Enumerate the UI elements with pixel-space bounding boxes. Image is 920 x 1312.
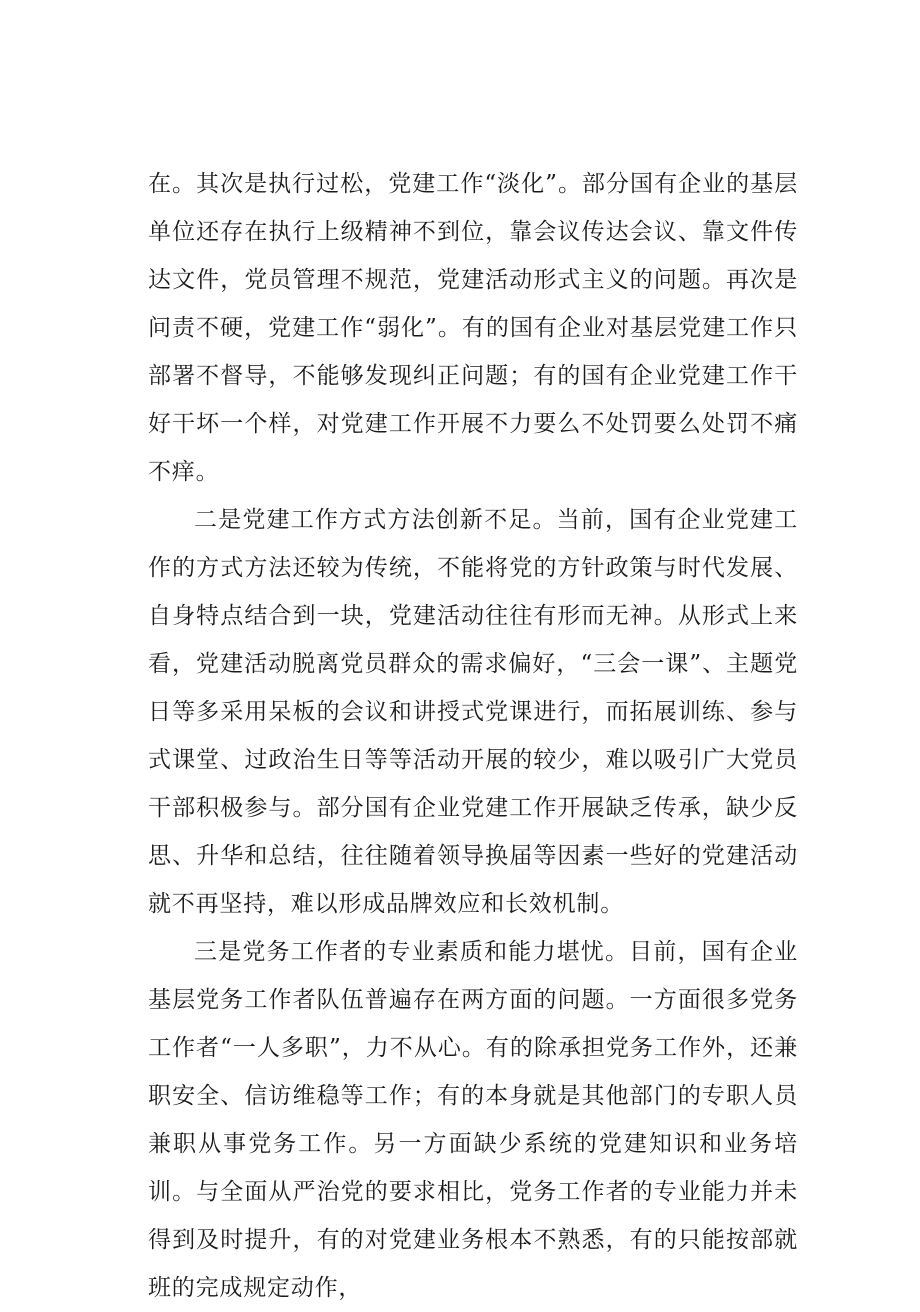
paragraph-innovation: 二是党建工作方式方法创新不足。当前，国有企业党建工作的方式方法还较为传统，不能将党的方针政策与时代发展、自身特点结合到一块，党建活动往往有形而无神。从形式上来看，党建活动脱离党员群众的需求偏好，“三会一课”、主题党日等多采用呆板的会议和讲授式党课进行，而拓展训练、参与式课堂、过政治生日等等活动开展的较少，难以吸引广大党员干部积极参与。部分国有企业党建工作开展缺乏传承，缺少反思、升华和总结，往往随着领导换届等因素一些好的党建活动就不再坚持，难以形成品牌效应和长效机制。 xyxy=(148,507,798,917)
document-body xyxy=(148,160,798,1312)
paragraph-workers: 三是党务工作者的专业素质和能力堪忧。目前，国有企业基层党务工作者队伍普遍存在两方面的问题。一方面很多党务工作者“一人多职”，力不从心。有的除承担党务工作外，还兼职安全、信访维稳等工作；有的本身就是其他部门的专职人员兼职从事党务工作。另一方面缺少系统的党建知识和业务培训。与全面从严治党的要求相比，党务工作者的专业能力并未得到及时提升，有的对党建业务根本不熟悉，有的只能按部就班的完成规定动作， xyxy=(148,939,798,1301)
paragraph-continuation: 在。其次是执行过松，党建工作“淡化”。部分国有企业的基层单位还存在执行上级精神不到位，靠会议传达会议、靠文件传达文件，党员管理不规范，党建活动形式主义的问题。再次是问责不硬，党建工作“弱化”。有的国有企业对基层党建工作只部署不督导，不能够发现纠正问题；有的国有企业党建工作干好干坏一个样，对党建工作开展不力要么不处罚要么处罚不痛不痒。 xyxy=(148,171,798,485)
